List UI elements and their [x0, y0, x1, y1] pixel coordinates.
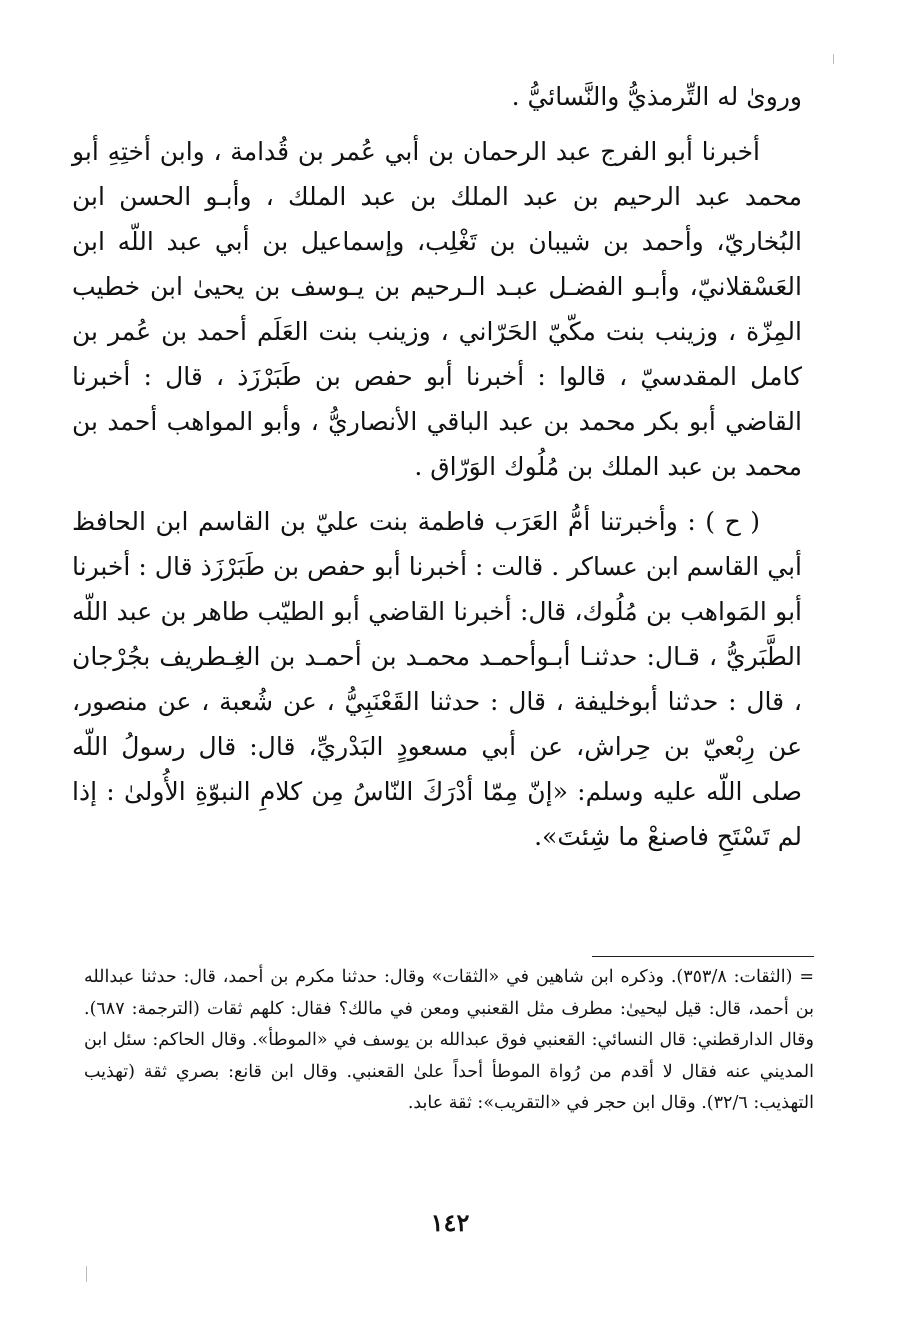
- paragraph-isnad-1: أخبرنا أبو الفرج عبد الرحمان بن أبي عُمر بن قُدامة ، وابن أختِهِ أبو محمد عبد الرحيم بن عبد الملك بن عبد الملك ، وأبـو الحسن ابن البُخاريّ، وأحمد بن شيبان بن تَغْلِب، وإسماعيل بن أبي عبد اللّه ابن العَسْقلانيّ، وأبـو الفضـل عبـد الـرحيم بن يـوسف بن يحيىٰ ابن خطيب المِزّة ، وزينب بنت مكّيّ الحَرّاني ، وزينب بنت العَلَم أحمد بن عُمر بن كامل المقدسيّ ، قالوا : أخبرنا أبو حفص بن طَبَرْزَذ ، قال : أخبرنا القاضي أبو بكر محمد بن عبد الباقي الأنصاريُّ ، وأبو المواهب أحمد بن محمد بن عبد الملك بن مُلُوك الوَرّاق .: [72, 137, 802, 481]
- scan-edge-mark: [86, 1266, 87, 1282]
- footnote-divider: [592, 956, 814, 957]
- paragraph-isnad-2: ( ح ) : وأخبرتنا أمُّ العَرَب فاطمة بنت عليّ بن القاسم ابن الحافظ أبي القاسم ابن عساكر . قالت : أخبرنا أبو حفص بن طَبَرْزَذ قال : أخبرنا أبو المَواهب بن مُلُوك، قال: أخبرنا القاضي أبو الطيّب طاهر بن عبد اللّه الطَّبَريُّ ، قـال: حدثنـا أبـوأحمـد محمـد بن أحمـد بن الغِـطريف بجُرْجان ، قال : حدثنا أبوخليفة ، قال : حدثنا القَعْنَبِيُّ ، عن شُعبة ، عن منصور، عن رِبْعيّ بن حِراش، عن أبي مسعودٍ البَدْريِّ، قال: قال رسولُ اللّه صلى اللّه عليه وسلم: «إنّ مِمّا أدْرَكَ النّاسُ مِن كلامِ النبوّةِ الأُولىٰ : إذا لم تَسْتَحِ فاصنعْ ما شِئتَ».: [72, 507, 802, 851]
- paragraph-narrators: ورویٰ له التِّرمذيُّ والنَّسائيُّ .: [511, 82, 802, 111]
- scan-edge-mark: [833, 54, 834, 64]
- footnote-text: = (الثقات: ٣٥٣/٨). وذكره ابن شاهين في «الثقات» وقال: حدثنا مكرم بن أحمد، قال: حدثنا عبدالله بن أحمد، قال: قيل ليحيىٰ: مطرف مثل القعنبي ومعن في مالك؟ فقال: كلهم ثقات (الترجمة: ٦٨٧). وقال الدارقطني: قال النسائي: القعنبي فوق عبدالله بن يوسف في «الموطأ». وقال الحاكم: سئل ابن المديني عنه فقال لا أقدم من رُواة الموطأ أحداً علىٰ القعنبي. وقال ابن قانع: بصري ثقة (تهذيب التهذيب: ٣٢/٦). وقال ابن حجر في «التقريب»: ثقة عابد.: [84, 967, 814, 1113]
- main-text: [72, 74, 802, 869]
- footnote: [84, 962, 814, 1120]
- page-number: ١٤٢: [430, 1208, 470, 1237]
